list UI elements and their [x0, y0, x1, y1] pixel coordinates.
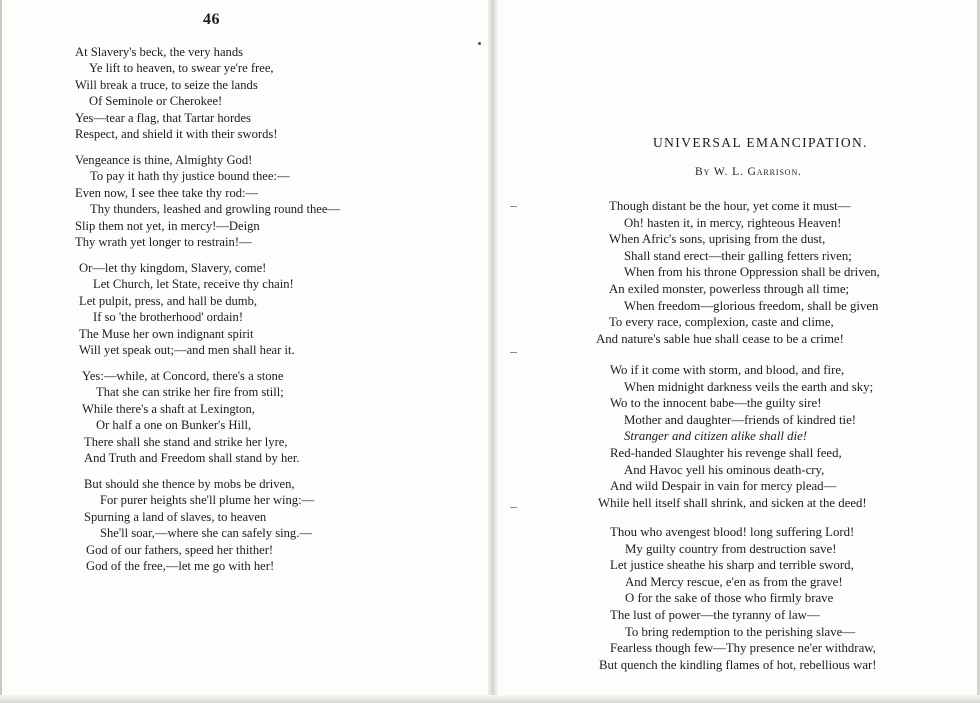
verse-line: Even now, I see thee take thy rod:— [75, 185, 259, 200]
verse-line: My guilty country from destruction save! [625, 541, 837, 556]
verse-line: The Muse her own indignant spirit [79, 326, 254, 341]
verse-line: Yes—tear a flag, that Tartar hordes [75, 110, 251, 125]
verse-line: While there's a shaft at Lexington, [82, 401, 255, 416]
verse-line: Oh! hasten it, in mercy, righteous Heaven! [624, 215, 842, 230]
right-stanza-2 [598, 362, 873, 511]
verse-line: At Slavery's beck, the very hands [75, 45, 244, 59]
verse-line: Wo if it come with storm, and blood, and fire, [610, 363, 845, 377]
verse-line: God of the free,—let me go with her! [86, 559, 275, 574]
verse-line: An exiled monster, powerless through all time; [609, 281, 850, 296]
verse-line: And Truth and Freedom shall stand by her. [84, 451, 300, 466]
verse-line: Let pulpit, press, and hall be dumb, [79, 293, 258, 308]
verse-line: Will break a truce, to seize the lands [75, 77, 258, 92]
verse-line: But quench the kindling flames of hot, rebellious war! [599, 657, 877, 672]
verse-line: When midnight darkness veils the earth and sky; [624, 379, 874, 394]
left-stanza-3 [79, 260, 295, 358]
verse-line: When freedom—glorious freedom, shall be given [624, 298, 879, 313]
verse-line: Vengeance is thine, Almighty God! [75, 153, 253, 167]
left-stanza-1 [75, 44, 278, 142]
left-stanza-5 [84, 476, 314, 574]
verse-line: That she can strike her fire from still; [96, 385, 284, 400]
page-number: 46 [203, 11, 220, 28]
verse-line: The lust of power—the tyranny of law— [610, 607, 820, 622]
verse-line: Let justice sheathe his sharp and terrible sword, [610, 558, 854, 573]
verse-line: And Mercy rescue, e'en as from the grave! [625, 574, 843, 589]
verse-line: Let Church, let State, receive thy chain! [93, 277, 294, 292]
verse-line: Yes:—while, at Concord, there's a stone [82, 369, 284, 383]
verse-line: When Afric's sons, uprising from the dust, [609, 232, 826, 247]
verse-line: But should she thence by mobs be driven, [84, 477, 295, 491]
verse-line: Will yet speak out;—and men shall hear it. [79, 343, 295, 358]
verse-line: Thy thunders, leashed and growling round thee— [90, 202, 341, 217]
verse-line: Thou who avengest blood! long suffering Lord! [610, 525, 855, 539]
verse-line: Spurning a land of slaves, to heaven [84, 509, 267, 524]
verse-line: Slip them not yet, in mercy!—Deign [75, 218, 260, 233]
ink-speck [478, 42, 481, 45]
right-page [495, 0, 980, 703]
page-edge [0, 0, 2, 703]
verse-line: O for the sake of those who firmly brave [625, 591, 834, 606]
left-stanza-2 [75, 152, 340, 250]
right-stanza-1 [596, 198, 880, 347]
verse-line: Ye lift to heaven, to swear ye're free, [89, 61, 274, 76]
verse-line: To every race, complexion, caste and clime, [609, 315, 834, 330]
verse-line: God of our fathers, speed her thither! [86, 542, 274, 557]
verse-line: Or half a one on Bunker's Hill, [96, 418, 252, 433]
verse-line: Thy wrath yet longer to restrain!— [75, 235, 252, 250]
poem-author: By W. L. Garrison. [695, 166, 802, 178]
verse-line: When from his throne Oppression shall be driven, [624, 265, 880, 280]
verse-line: There shall she stand and strike her lyre, [84, 434, 288, 449]
verse-line: To bring redemption to the perishing slave— [625, 624, 856, 639]
right-stanza-3 [599, 524, 877, 673]
verse-line: Or—let thy kingdom, Slavery, come! [79, 261, 267, 275]
verse-line: And Havoc yell his ominous death-cry, [624, 462, 825, 477]
left-stanza-4 [82, 368, 299, 466]
verse-line: If so 'the brotherhood' ordain! [93, 310, 244, 325]
verse-line: Fearless though few—Thy presence ne'er withdraw, [610, 641, 876, 656]
verse-line: While hell itself shall shrink, and sicken at the deed! [598, 495, 867, 510]
verse-line: And wild Despair in vain for mercy plead— [610, 479, 837, 494]
verse-line: Mother and daughter—friends of kindred tie! [624, 412, 857, 427]
poem-title: UNIVERSAL EMANCIPATION. [653, 135, 868, 150]
verse-line: Respect, and shield it with their swords! [75, 127, 278, 142]
verse-line: Red-handed Slaughter his revenge shall feed, [610, 445, 842, 460]
verse-line: For purer heights she'll plume her wing:— [100, 493, 315, 508]
verse-line: Though distant be the hour, yet come it must— [609, 199, 851, 213]
verse-line: Of Seminole or Cherokee! [89, 94, 223, 109]
verse-line: Wo to the innocent babe—the guilty sire! [610, 396, 822, 411]
verse-line: She'll soar,—where she can safely sing.— [100, 526, 312, 541]
verse-line: Shall stand erect—their galling fetters riven; [624, 248, 852, 263]
verse-line: Stranger and citizen alike shall die! [624, 429, 808, 444]
verse-line: And nature's sable hue shall cease to be a crime! [596, 331, 844, 346]
verse-line: To pay it hath thy justice bound thee:— [90, 169, 290, 184]
